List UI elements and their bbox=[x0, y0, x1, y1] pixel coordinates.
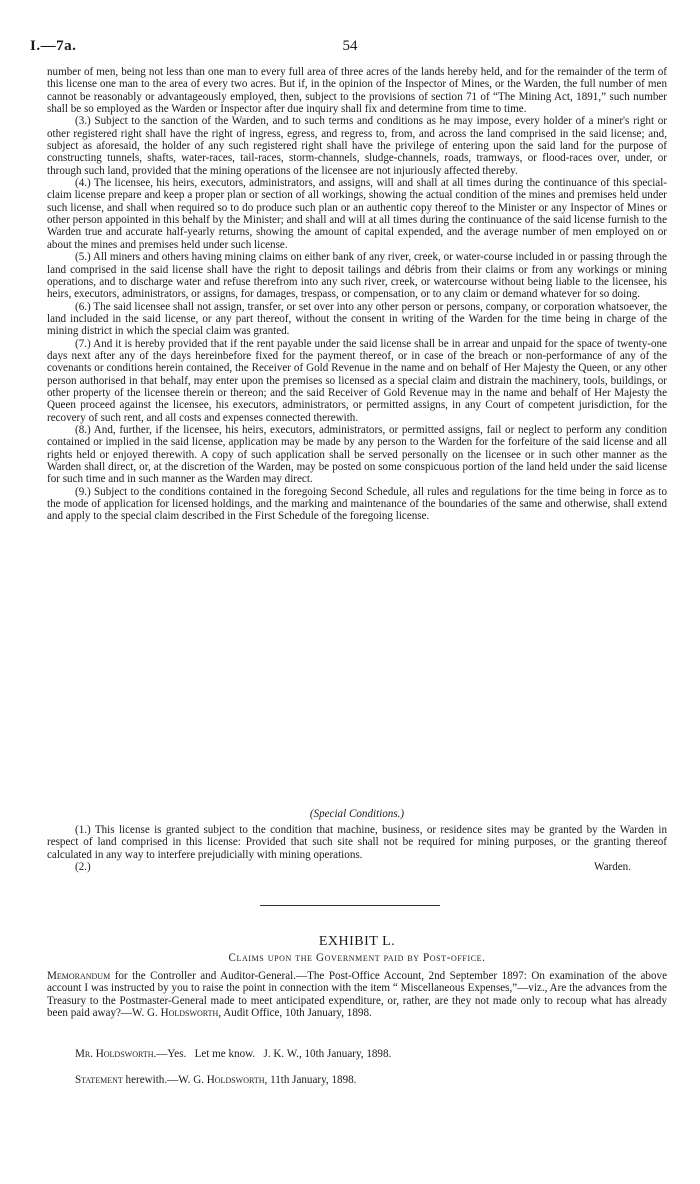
exhibit-title: EXHIBIT L. bbox=[318, 934, 396, 949]
special-conditions bbox=[47, 824, 667, 873]
reply-text: .—Yes. Let me know. J. K. W., 10th January, 1898. bbox=[153, 1048, 392, 1060]
exhibit-subtitle: Claims upon the Government paid by Post-office. bbox=[228, 952, 486, 964]
page-number: 54 bbox=[342, 38, 358, 54]
special-condition-2-row bbox=[47, 861, 667, 873]
warden-signature: Warden. bbox=[594, 861, 631, 874]
reply-paragraph bbox=[47, 1048, 667, 1060]
paragraph-8: (8.) And, further, if the licensee, his heirs, executors, administrators, or permitted assigns, fail or neglect to perform any condition contained or implied in the said license, application may be made by any person to the Warden for the forfeiture of the said license and all rights held or enjoyed therewith. A copy of such application shall be served personally on the licensee or in such other manner as the Warden shall direct, or, at the discretion of the Warden, may be posted on some conspicuous portion of the land held under the said license for such time and in such manner as the Warden may direct. bbox=[47, 423, 667, 486]
statement-text: herewith.—W. G. bbox=[122, 1074, 207, 1086]
special-conditions-heading-block bbox=[47, 808, 667, 820]
paragraph-3: (3.) Subject to the sanction of the Warden, and to such terms and conditions as he may impose, every holder of a miner's right or other registered right shall have the right of ingress, egress, and regress to, from, and across the land comprised in the said license; and, subject as aforesaid, the holder of any such registered right shall have the privilege of entering upon the said land for the purpose of constructing tunnels, shafts, water-races, tail-races, storm-channels, sludge-channels, roads, tramways, or flood-races over, under, or through such land, provided that the mining operations of the licensee are not injuriously affected thereby. bbox=[47, 115, 667, 177]
statement-lead: Statement bbox=[75, 1074, 123, 1086]
memorandum-lead: Memorandum bbox=[47, 970, 111, 982]
paragraph-4: (4.) The licensee, his heirs, executors, administrators, and assigns, will and shall at all times during the continuance of this special-claim license prepare and keep a proper plan or section of all workings, showing the actual condition of the mines and premises held under such license, and shall when required so to do produce such plan or an authentic copy thereof to the Minister or any Inspector of Mines or other person appointed in this behalf by the Minister; and shall and will at all times during the continuance of the said license furnish to the Warden true and accurate half-yearly returns, showing the amount of capital expended, and the average number of men employed on or about the mines and premises held under such license. bbox=[47, 177, 667, 251]
paragraph-5: (5.) All miners and others having mining claims on either bank of any river, creek, or water-course included in or passing through the land comprised in the said license shall have the right to deposit tailings and débris from their claims or from any workings or mining operations, and to discharge water and refuse therefrom into any such river, creek, or watercourse without being liable to the licensee, his heirs, executors, administrators, or assigns, for damages, trespass, or compensation, or to any claim or demand whatever for so doing. bbox=[47, 251, 667, 301]
reply-addressee: Mr. Holdsworth bbox=[75, 1048, 154, 1060]
memorandum-signatory: Holdsworth bbox=[160, 1007, 219, 1020]
memorandum-paragraph bbox=[47, 970, 667, 1019]
paragraph-6: (6.) The said licensee shall not assign, transfer, or set over into any other person or persons, company, or corporation whatsoever, the land included in the said license, or any part thereof, without the consent in writing of the Warden for the time being in charge of the mining district in which the special claim was granted. bbox=[47, 300, 667, 338]
minute-reply bbox=[47, 1048, 667, 1060]
section-divider bbox=[260, 905, 440, 906]
statement-note bbox=[47, 1074, 667, 1086]
memorandum bbox=[47, 970, 667, 1019]
special-condition-2-number: (2.) bbox=[75, 861, 91, 874]
paragraph-9: (9.) Subject to the conditions contained in the foregoing Second Schedule, all rules and regulations for the time being in force as to the mode of application for licensed holdings, and the marking and maintenance of the boundaries of the same and otherwise, shall extend and apply to the special claim described in the First Schedule of the foregoing license. bbox=[47, 485, 667, 523]
memorandum-tail: , Audit Office, 10th January, 1898. bbox=[218, 1007, 372, 1020]
paragraph-7: (7.) And it is hereby provided that if the rent payable under the said license shall be in arrear and unpaid for the space of twenty-one days next after any of the days hereinbefore fixed for the payment thereof, or in case of the breach or non-performance of any of the covenants or conditions herein contained, the Receiver of Gold Revenue in the name and on behalf of Her Majesty the Queen, or any other person authorised in that behalf, may enter upon the premises so licensed as a special claim and distrain the machinery, tools, buildings, or other property of the licensee therein or thereon; and the said Receiver of Gold Revenue may in the name and behalf of Her Majesty the Queen proceed against the licensee, his executors, administrators, or permitted assigns, in any Court of competent jurisdiction, for the recovery of such rent, and all costs and expenses connected therewith. bbox=[47, 337, 667, 424]
paragraph-continued: number of men, being not less than one man to every full area of three acres of the lands hereby held, and for the remainder of the term of this license one man to the area of every two acres. But if, in the opinion of the Inspector of Mines, or the Warden, the full number of men cannot be reasonably or advantageously employed, then, subject to the provisions of section 71 of “The Mining Act, 1891,” such number shall be so employed as the Warden or Inspector after due inquiry shall fix and determine from time to time. bbox=[47, 66, 667, 116]
memorandum-text: for the Controller and Auditor-General.—The Post-Office Account, 2nd September 1897: On examination of the above account I was instructed by you to raise the point in connection with the item “ Miscellaneous Expenses,”—viz., Are the advances from the Treasury to the Postmaster-General made to meet anticipated expenditure, or, rather, are they not made only to recoup what has already been paid away?—W. G. bbox=[47, 970, 667, 1020]
statement-paragraph bbox=[47, 1074, 667, 1086]
statement-tail: , 11th January, 1898. bbox=[264, 1074, 357, 1086]
document-reference: I.—7a. bbox=[30, 38, 77, 54]
statement-signatory: Holdsworth bbox=[206, 1074, 265, 1086]
page-header bbox=[30, 40, 670, 58]
special-condition-1: (1.) This license is granted subject to the condition that machine, business, or residence sites may be granted by the Warden in respect of land comprised in this license: Provided that such site shall not be required for mining purposes, or the granting thereof calculated in any way to interfere prejudicially with mining operations. bbox=[47, 824, 667, 861]
license-conditions bbox=[47, 66, 667, 523]
special-conditions-heading: (Special Conditions.) bbox=[309, 808, 405, 820]
